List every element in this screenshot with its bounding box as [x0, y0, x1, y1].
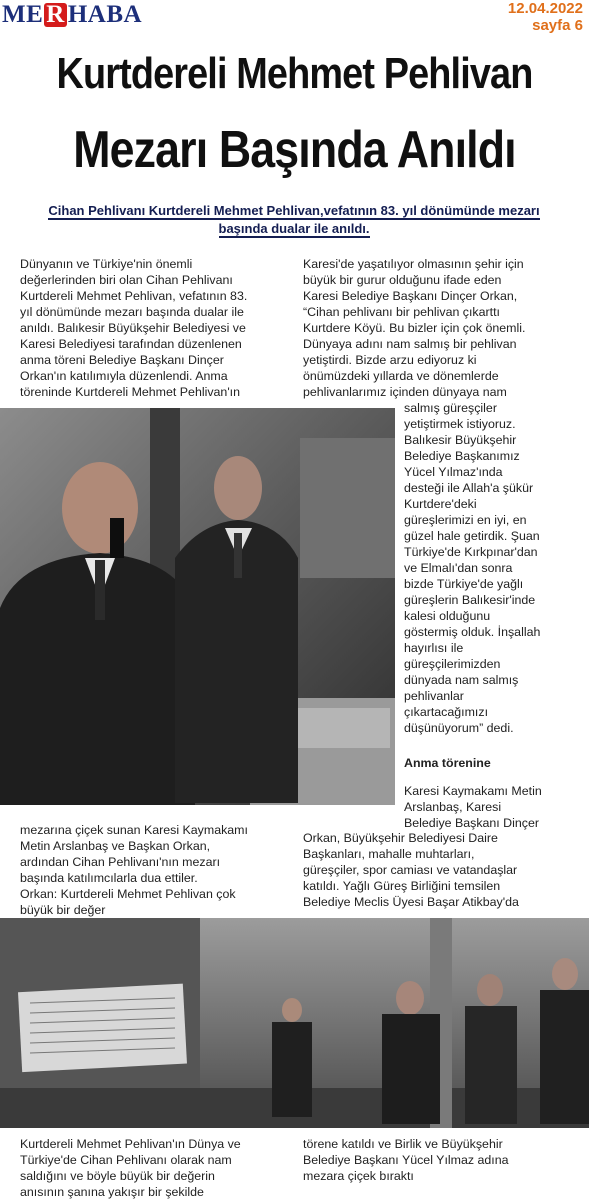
logo-wordmark: ME R HABA — [2, 1, 143, 28]
body-text-line: Arslanbaş, Karesi — [404, 800, 502, 814]
body-text-line: güreşlerin Balıkesir'inde — [404, 593, 536, 607]
body-text-line: Başkanları, mahalle muhtarları, — [303, 847, 475, 861]
body-text-line: pehlivanlar — [404, 689, 464, 703]
body-text-line: Kurtdereli Mehmet Pehlivan'ın Dünya ve — [20, 1137, 241, 1151]
body-text-line: Karesi Kaymakamı Metin — [404, 784, 542, 798]
body-text-line: çıkartacağımızı — [404, 705, 489, 719]
body-text-line: Türkiye'de Kırkpınar'dan — [404, 545, 538, 559]
logo-tagline — [2, 28, 167, 32]
body-text-line: katıldı. Yağlı Güreş Birliğini temsilen — [303, 879, 501, 893]
body-text-line: Karesi'de yaşatılıyor olmasının şehir için — [303, 257, 524, 271]
speech-photo — [0, 408, 395, 805]
body-text-line: desteği ile Allah'a şükür — [404, 481, 534, 495]
body-text-line: büyük bir gurur olduğunu ifade eden — [303, 273, 502, 287]
body-text-line: anısının şanına yakışır bir şekilde — [20, 1185, 204, 1199]
body-text-line: yıl dönümünde mezarı başında dualar ile — [20, 305, 244, 319]
body-text-line: Belediye Başkanı Dinçer — [404, 816, 539, 830]
ceremony-photo — [0, 918, 589, 1128]
body-text-line: güzel hale getirdik. Şuan — [404, 529, 540, 543]
body-text-line: ardından Cihan Pehlivanı'nın mezarı — [20, 855, 221, 869]
body-text-line: Yücel Yılmaz'ında — [404, 465, 503, 479]
article-title-line-2: Mezarı Başında Anıldı — [73, 121, 516, 179]
body-text-line: anma töreni Belediye Başkanı Dinçer — [20, 353, 224, 367]
newspaper-logo — [2, 3, 167, 35]
body-text-line: mezarına çiçek sunan Karesi Kaymakamı — [20, 823, 248, 837]
column-2-narrow — [404, 400, 540, 736]
column-1-middle — [20, 822, 248, 918]
column-1-bottom — [20, 1136, 241, 1200]
body-text-line: Kurtdere Köyü. Bu bizler için çok önemli. — [303, 321, 526, 335]
body-text-line: bizde Türkiye'de yağlı — [404, 577, 524, 591]
column-2-top — [303, 256, 525, 400]
section-heading: Anma törenine — [404, 756, 491, 770]
body-text-line: Kurtdere'deki — [404, 497, 477, 511]
ceremony-photo-image — [0, 918, 589, 1128]
speech-photo-image — [0, 408, 395, 805]
body-text-line: “Cihan pehlivanı bir pehlivan çıkarttı — [303, 305, 500, 319]
body-text-line: Kurtdereli Mehmet Pehlivan, vefatının 83. — [20, 289, 248, 303]
body-text-line: yetiştirdi. Bizde arzu ediyoruz ki — [303, 353, 477, 367]
page-number: sayfa 6 — [532, 17, 583, 34]
column-2-bottom — [303, 1136, 509, 1184]
body-text-line: düşünüyorum” dedi. — [404, 721, 514, 735]
issue-info — [508, 0, 583, 34]
article-subtitle-line-2: başında dualar ile anıldı. — [218, 221, 370, 236]
body-text-line: hayırlısı ile — [404, 641, 464, 655]
issue-date: 12.04.2022 — [507, 0, 583, 17]
body-text-line: ve Elmalı'dan sonra — [404, 561, 513, 575]
body-text-line: Dünyanın ve Türkiye'nin önemli — [20, 257, 193, 271]
body-text-line: dünyada nam salmış — [404, 673, 519, 687]
body-text-line: Karesi Belediyesi tarafından düzenlenen — [20, 337, 242, 351]
body-text-line: kalesi olduğunu — [404, 609, 491, 623]
body-text-line: Karesi Belediye Başkanı Dinçer Orkan, — [303, 289, 518, 303]
body-text-line: Dünyaya adını nam salmış bir pehlivan — [303, 337, 517, 351]
body-text-line: yetiştirmek istiyoruz. — [404, 417, 516, 431]
article-subtitle-line-1: Cihan Pehlivanı Kurtdereli Mehmet Pehlivan,vefatının 83. yıl dönümünde mezarı — [48, 203, 540, 218]
body-text-line: önümüzdeki yıllarda ve dönemlerde — [303, 369, 499, 383]
body-text-line: saldığını ve böyle büyük bir değerin — [20, 1169, 215, 1183]
body-text-line: güreşçilerimizden — [404, 657, 501, 671]
body-text-line: güreşçiler, spor camiası ve vatandaşlar — [303, 863, 518, 877]
body-text-line: anıldı. Balıkesir Büyükşehir Belediyesi ve — [20, 321, 246, 335]
body-text-line: Orkan'ın katılımıyla düzenlendi. Anma — [20, 369, 228, 383]
body-text-line: Belediye Başkanımız — [404, 449, 520, 463]
body-text-line: büyük bir değer — [20, 903, 106, 917]
body-text-line: göstermiş olduk. İnşallah — [404, 625, 541, 639]
body-text-line: Belediye Meclis Üyesi Başar Atikbay'da — [303, 895, 519, 909]
body-text-line: Metin Arslanbaş ve Başkan Orkan, — [20, 839, 211, 853]
column-2-after-heading — [404, 783, 542, 831]
article-subtitle — [10, 202, 578, 238]
body-text-line: Belediye Başkanı Yücel Yılmaz adına — [303, 1153, 509, 1167]
body-text-line: değerlerinden biri olan Cihan Pehlivanı — [20, 273, 233, 287]
body-text-line: başında katılımcılarla dua ettiler. — [20, 871, 198, 885]
article-title-line-1: Kurtdereli Mehmet Pehlivan — [56, 49, 533, 98]
body-text-line: töreninde Kurtdereli Mehmet Pehlivan'ın — [20, 385, 241, 399]
body-text-line: güreşlerimizi en iyi, en — [404, 513, 527, 527]
body-text-line: törene katıldı ve Birlik ve Büyükşehir — [303, 1137, 503, 1151]
column-2-middle — [303, 830, 519, 910]
body-text-line: Orkan, Büyükşehir Belediyesi Daire — [303, 831, 498, 845]
body-text-line: mezara çiçek bıraktı — [303, 1169, 414, 1183]
body-text-line: Balıkesir Büyükşehir — [404, 433, 517, 447]
body-text-line: pehlivanlarımız içinden dünyaya nam — [303, 385, 507, 399]
body-text-line: salmış güreşçiler — [404, 401, 497, 415]
body-text-line: Türkiye'de Cihan Pehlivanı olarak nam — [20, 1153, 232, 1167]
body-text-line: Orkan: Kurtdereli Mehmet Pehlivan çok — [20, 887, 236, 901]
column-1-top — [20, 256, 247, 400]
